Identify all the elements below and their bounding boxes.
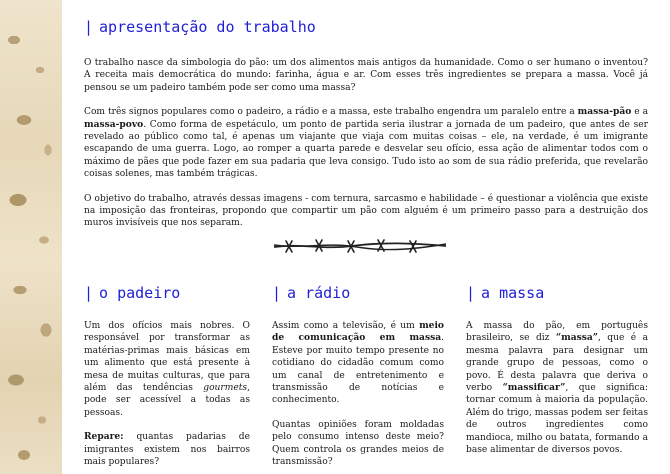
massa-pao-emphasis: massa-pão bbox=[577, 106, 632, 118]
massa-povo-emphasis: massa-povo bbox=[84, 118, 144, 130]
radio-paragraph-1: Assim como a televisão, é um meio de comunicação em massa. Esteve por muito tempo presente no cotidiano do cidadão comum como um canal de entretenimento e transmissão de notícias e conhecimento. bbox=[272, 320, 444, 406]
title-bar: | bbox=[84, 18, 94, 36]
radio-title: | a rádio bbox=[272, 284, 351, 302]
massa-paragraph-1: A massa do pão, em português brasileiro, se diz “massa”, que é a mesma palavra para designar um grande grupo de pessoas, como o povo. É desta palavra que deriva o verbo “massificar”, que significa: tornar comum à maioria da população. Além do trigo, massas podem ser feitas de outros ingredientes como mandioca, milho ou batata, formando a base alimentar de diversos povos. bbox=[466, 321, 648, 456]
bread-texture-image bbox=[0, 0, 62, 474]
intro-title bbox=[84, 18, 316, 36]
intro-paragraph-2: Com três signos populares como o padeiro, a rádio e a massa, este trabalho engendra um paralelo entre a massa-pão e a massa-povo. Como forma de espetáculo, um ponto de partida seria ilustrar a jornada de um padeiro, que antes de ser revelado ao público como tal, é apenas um viajante que viaja com muitas coisas – ele, na verdade, é um imigrante escapando de uma guerra. Logo, ao romper a quarta parede e desvelar seu ofício, essa ação de alimentar todos com o máximo de pães que pode fazer em sua padaria que leva consigo. Tudo isto ao som de sua rádio preferida, que revelarão coisas solenes, mas também trágicas. bbox=[84, 106, 648, 180]
radio-title-text: a rádio bbox=[287, 284, 351, 302]
repare-label: Repare: bbox=[84, 431, 124, 443]
padeiro-title-text: o padeiro bbox=[99, 284, 181, 302]
padeiro-paragraph-1: Um dos ofícios mais nobres. O responsável por transformar as matérias-primas mais básicas em um alimento que está presente à mesa de muitas culturas, que para além das tendências gourmets, pode ser acessível a todas as pessoas. bbox=[84, 321, 250, 418]
barbed-wire-icon bbox=[272, 238, 448, 254]
massificar-emphasis: “massificar” bbox=[502, 382, 566, 394]
massa-emphasis: “massa” bbox=[555, 332, 598, 344]
radio-paragraph-2: Quantas opiniões foram moldadas pelo consumo intenso deste meio? Quem controla os grandes meios de transmissão? bbox=[272, 419, 444, 468]
padeiro-paragraph-2: Repare: quantas padarias de imigrantes existem nos bairros mais populares? bbox=[84, 431, 250, 468]
padeiro-title: | o padeiro bbox=[84, 284, 181, 302]
radio-text bbox=[272, 320, 444, 468]
meio-comunicacao-emphasis: meio de comunicação em massa bbox=[272, 320, 444, 344]
massa-title: | a massa bbox=[466, 284, 545, 302]
gourmets-emphasis: gourmets bbox=[203, 383, 248, 394]
intro-title-text: apresentação do trabalho bbox=[99, 18, 316, 36]
intro-paragraph-3: O objetivo do trabalho, através dessas imagens - com ternura, sarcasmo e habilidade – é questionar a violência que existe na imposição das fronteiras, propondo que compartir um pão com alguém é um primeiro passo para a destruição dos muros invisíveis que nos separam. bbox=[84, 193, 648, 229]
padeiro-text bbox=[84, 320, 250, 468]
massa-text bbox=[466, 320, 648, 456]
massa-title-text: a massa bbox=[481, 284, 545, 302]
intro-text bbox=[84, 57, 648, 230]
intro-paragraph-1: O trabalho nasce da simbologia do pão: um dos alimentos mais antigos da humanidade. Como o ser humano o inventou? A receita mais democrática do mundo: farinha, água e ar. Com esses três ingredientes se prepara a massa. Você já pensou se um padeiro também pode ser como uma massa? bbox=[84, 58, 648, 93]
